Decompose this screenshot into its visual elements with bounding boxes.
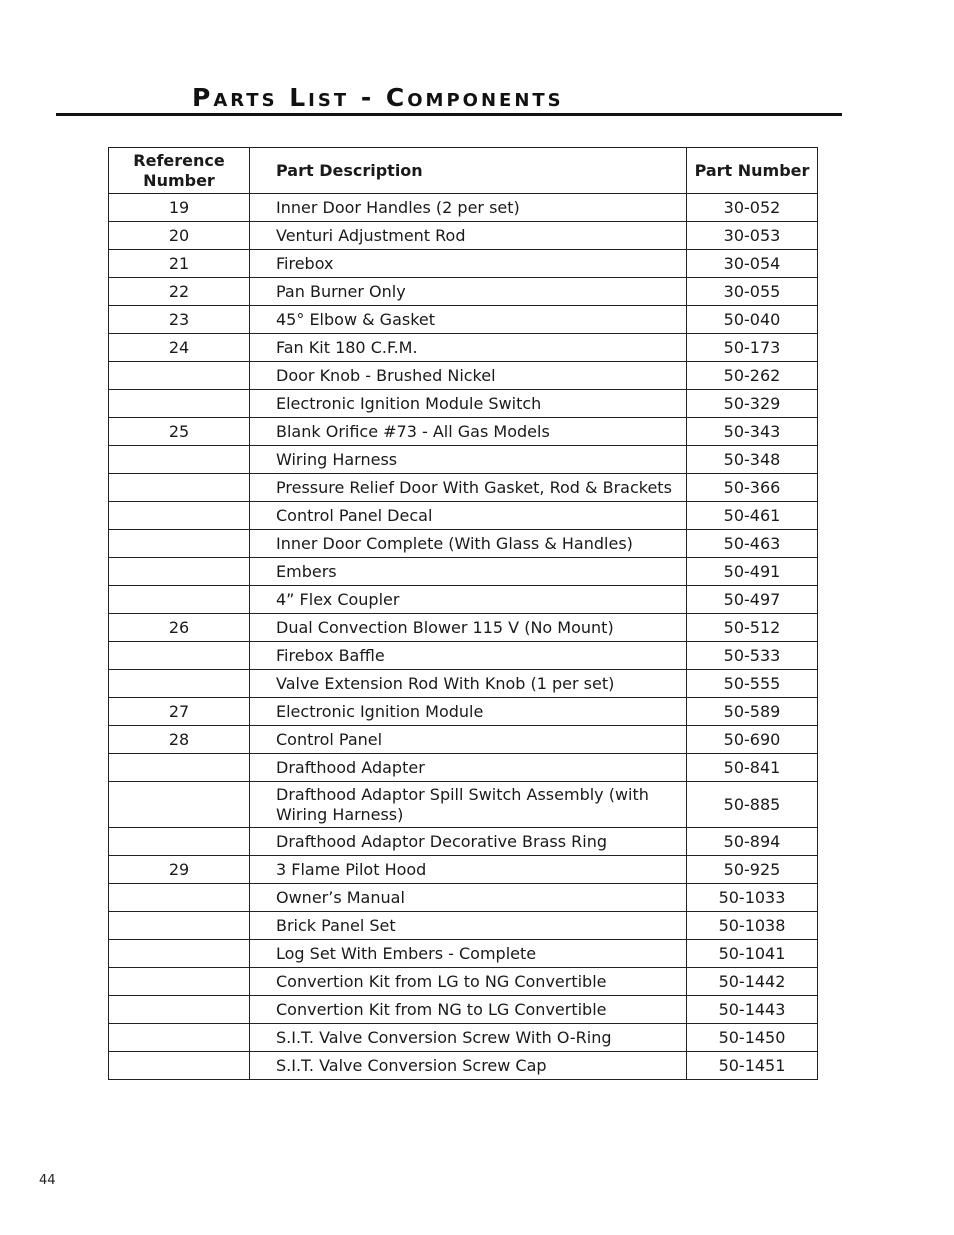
table-row [109, 222, 818, 250]
reference-number-cell: 25 [109, 418, 250, 446]
table-row [109, 856, 818, 884]
part-description-cell: Valve Extension Rod With Knob (1 per set) [250, 670, 687, 698]
part-description-cell: Dual Convection Blower 115 V (No Mount) [250, 614, 687, 642]
part-description-cell: Inner Door Complete (With Glass & Handles) [250, 530, 687, 558]
part-number-cell: 50-533 [687, 642, 818, 670]
part-number-cell: 50-1038 [687, 912, 818, 940]
reference-number-cell: 24 [109, 334, 250, 362]
part-description-cell: Firebox [250, 250, 687, 278]
reference-number-cell [109, 502, 250, 530]
part-description-cell: Drafthood Adaptor Spill Switch Assembly (with Wiring Harness) [250, 782, 687, 828]
part-number-cell: 50-366 [687, 474, 818, 502]
reference-number-cell [109, 474, 250, 502]
part-number-cell: 50-690 [687, 726, 818, 754]
table-row [109, 670, 818, 698]
reference-number-cell [109, 828, 250, 856]
table-row [109, 754, 818, 782]
reference-number-cell [109, 996, 250, 1024]
part-number-cell: 50-555 [687, 670, 818, 698]
part-number-cell: 50-512 [687, 614, 818, 642]
reference-number-cell [109, 446, 250, 474]
part-number-cell: 50-925 [687, 856, 818, 884]
part-description-cell: Electronic Ignition Module Switch [250, 390, 687, 418]
part-description-cell: Owner’s Manual [250, 884, 687, 912]
part-description-cell: Firebox Baffle [250, 642, 687, 670]
part-description-cell: Pressure Relief Door With Gasket, Rod & Brackets [250, 474, 687, 502]
part-description-cell: Control Panel [250, 726, 687, 754]
part-number-cell: 50-885 [687, 782, 818, 828]
part-number-cell: 50-1033 [687, 884, 818, 912]
part-number-cell: 50-841 [687, 754, 818, 782]
part-number-cell: 50-1443 [687, 996, 818, 1024]
reference-number-cell: 23 [109, 306, 250, 334]
reference-number-cell: 29 [109, 856, 250, 884]
part-description-cell: Drafthood Adapter [250, 754, 687, 782]
table-header-row [109, 148, 818, 194]
part-number-cell: 30-053 [687, 222, 818, 250]
table-row [109, 586, 818, 614]
part-number-cell: 50-1451 [687, 1052, 818, 1080]
part-description-cell: Electronic Ignition Module [250, 698, 687, 726]
part-description-cell: Wiring Harness [250, 446, 687, 474]
table-row [109, 362, 818, 390]
reference-number-cell [109, 782, 250, 828]
table-row [109, 726, 818, 754]
table-row [109, 782, 818, 828]
reference-number-cell [109, 754, 250, 782]
table-row [109, 250, 818, 278]
table-row [109, 334, 818, 362]
reference-number-cell [109, 670, 250, 698]
part-number-cell: 50-463 [687, 530, 818, 558]
reference-number-cell [109, 1052, 250, 1080]
reference-number-cell [109, 586, 250, 614]
table-row [109, 614, 818, 642]
parts-table [108, 147, 818, 1080]
table-row [109, 940, 818, 968]
reference-number-cell [109, 362, 250, 390]
table-row [109, 884, 818, 912]
table-row [109, 306, 818, 334]
table-row [109, 996, 818, 1024]
part-description-header: Part Description [250, 148, 687, 194]
part-description-cell: S.I.T. Valve Conversion Screw With O-Ring [250, 1024, 687, 1052]
parts-table-body [109, 194, 818, 1080]
part-number-cell: 50-589 [687, 698, 818, 726]
table-row [109, 1052, 818, 1080]
part-description-cell: Convertion Kit from NG to LG Convertible [250, 996, 687, 1024]
part-description-cell: Blank Orifice #73 - All Gas Models [250, 418, 687, 446]
reference-number-cell: 22 [109, 278, 250, 306]
table-row [109, 194, 818, 222]
part-description-cell: Pan Burner Only [250, 278, 687, 306]
part-description-cell: Convertion Kit from LG to NG Convertible [250, 968, 687, 996]
part-description-cell: Inner Door Handles (2 per set) [250, 194, 687, 222]
table-row [109, 530, 818, 558]
table-row [109, 558, 818, 586]
part-number-cell: 30-055 [687, 278, 818, 306]
reference-number-cell: 26 [109, 614, 250, 642]
part-number-cell: 30-052 [687, 194, 818, 222]
table-row [109, 912, 818, 940]
page-number: 44 [39, 1173, 56, 1188]
reference-number-cell: 21 [109, 250, 250, 278]
part-number-cell: 50-497 [687, 586, 818, 614]
table-row [109, 418, 818, 446]
title-divider [56, 113, 842, 116]
part-number-cell: 50-173 [687, 334, 818, 362]
part-description-cell: 3 Flame Pilot Hood [250, 856, 687, 884]
reference-number-cell [109, 1024, 250, 1052]
part-number-cell: 50-1442 [687, 968, 818, 996]
reference-number-cell [109, 390, 250, 418]
reference-number-cell [109, 530, 250, 558]
part-description-cell: Embers [250, 558, 687, 586]
part-description-cell: 4” Flex Coupler [250, 586, 687, 614]
part-number-cell: 50-894 [687, 828, 818, 856]
part-description-cell: S.I.T. Valve Conversion Screw Cap [250, 1052, 687, 1080]
part-description-cell: 45° Elbow & Gasket [250, 306, 687, 334]
reference-number-cell [109, 968, 250, 996]
table-row [109, 698, 818, 726]
part-description-cell: Door Knob - Brushed Nickel [250, 362, 687, 390]
part-number-cell: 50-343 [687, 418, 818, 446]
part-description-cell: Venturi Adjustment Rod [250, 222, 687, 250]
table-row [109, 390, 818, 418]
part-description-cell: Drafthood Adaptor Decorative Brass Ring [250, 828, 687, 856]
table-row [109, 502, 818, 530]
table-row [109, 446, 818, 474]
part-number-cell: 50-329 [687, 390, 818, 418]
table-row [109, 474, 818, 502]
part-description-cell: Fan Kit 180 C.F.M. [250, 334, 687, 362]
reference-number-cell: 20 [109, 222, 250, 250]
part-number-cell: 50-262 [687, 362, 818, 390]
reference-number-cell: 28 [109, 726, 250, 754]
reference-number-cell: 19 [109, 194, 250, 222]
part-description-cell: Log Set With Embers - Complete [250, 940, 687, 968]
part-number-cell: 50-1450 [687, 1024, 818, 1052]
table-row [109, 968, 818, 996]
part-number-header: Part Number [687, 148, 818, 194]
reference-number-cell [109, 940, 250, 968]
reference-number-cell: 27 [109, 698, 250, 726]
part-number-cell: 50-348 [687, 446, 818, 474]
reference-number-cell [109, 558, 250, 586]
table-row [109, 1024, 818, 1052]
table-row [109, 642, 818, 670]
part-number-cell: 50-491 [687, 558, 818, 586]
page-title: Parts List - Components [192, 83, 564, 112]
part-number-cell: 30-054 [687, 250, 818, 278]
reference-number-cell [109, 884, 250, 912]
part-number-cell: 50-461 [687, 502, 818, 530]
part-description-cell: Brick Panel Set [250, 912, 687, 940]
reference-number-header: Reference Number [109, 148, 250, 194]
table-row [109, 278, 818, 306]
reference-number-cell [109, 642, 250, 670]
part-description-cell: Control Panel Decal [250, 502, 687, 530]
part-number-cell: 50-1041 [687, 940, 818, 968]
reference-number-cell [109, 912, 250, 940]
table-row [109, 828, 818, 856]
part-number-cell: 50-040 [687, 306, 818, 334]
